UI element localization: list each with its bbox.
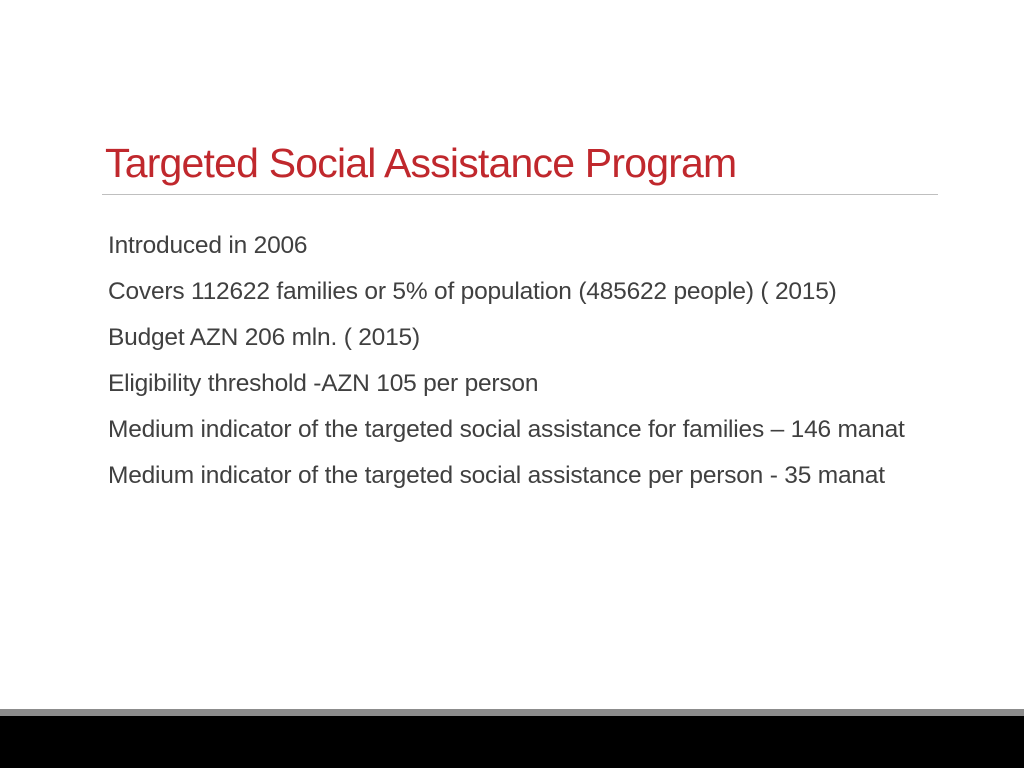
bullet-person-indicator: Medium indicator of the targeted social assistance per person - 35 manat xyxy=(108,462,885,489)
footer-gray-line xyxy=(0,709,1024,716)
bullet-introduced: Introduced in 2006 xyxy=(108,232,308,259)
footer-band xyxy=(0,709,1024,768)
slide-title: Targeted Social Assistance Program xyxy=(105,140,737,186)
bullet-coverage: Covers 112622 families or 5% of population (485622 people) ( 2015) xyxy=(108,278,837,305)
bullet-eligibility: Eligibility threshold -AZN 105 per person xyxy=(108,370,539,397)
bullet-budget: Budget AZN 206 mln. ( 2015) xyxy=(108,324,420,351)
title-divider xyxy=(102,194,938,195)
bullet-family-indicator: Medium indicator of the targeted social assistance for families – 146 manat xyxy=(108,416,905,443)
bullet-list xyxy=(108,228,906,504)
